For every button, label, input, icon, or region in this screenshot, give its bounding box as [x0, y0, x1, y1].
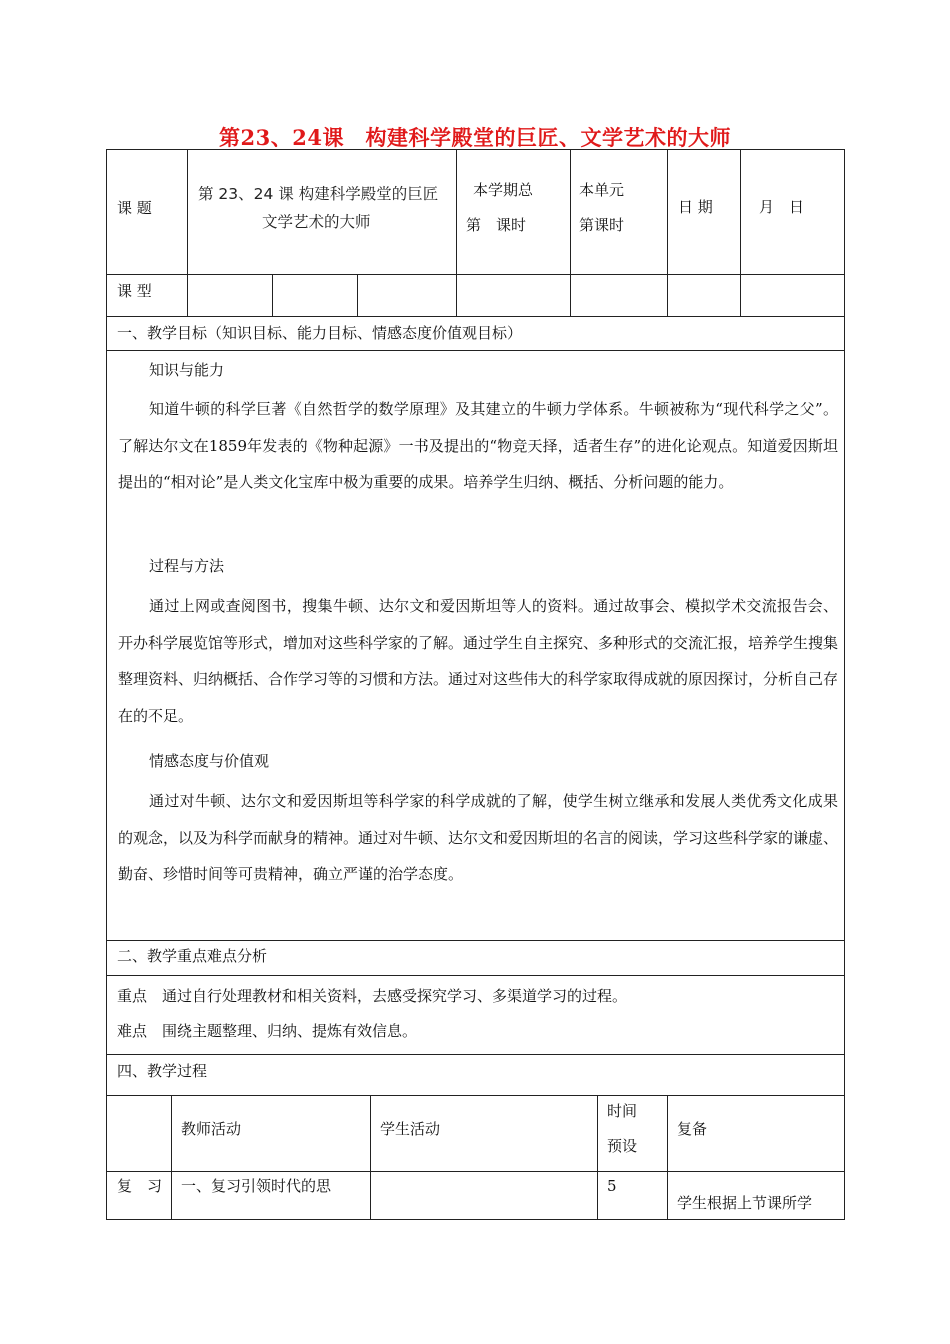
col-teacher-activity: 教师活动	[181, 1120, 242, 1138]
section1-para-emotion: 通过对牛顿、达尔文和爱因斯坦等科学家的科学成就的了解，使学生树立继承和发展人类优秀文化成果的观念，以及为科学而献身的精神。通过对牛顿、达尔文和爱因斯坦的名言的阅读，学习这些科学家的谦虚、勤奋、珍惜时间等可贵精神，确立严谨的治学态度。	[118, 792, 839, 883]
section2-heading: 二、教学重点难点分析	[117, 947, 268, 965]
row-teacher-activity: 一、复习引领时代的思	[181, 1177, 332, 1195]
section1-para-process: 通过上网或查阅图书，搜集牛顿、达尔文和爱因斯坦等人的资料。通过故事会、模拟学术交流报告会、开办科学展览馆等形式，增加对这些科学家的了解。通过学生自主探究、多种形式的交流汇报，培养学生搜集整理资料、归纳概括、合作学习等的习惯和方法。通过对这些伟大的科学家取得成就的原因探讨，分析自己存在的不足。	[118, 597, 839, 725]
col-time-label: 时间	[607, 1102, 638, 1120]
section1-sub-emotion: 情感态度与价值观	[149, 752, 270, 770]
document-title: 第23、24课 构建科学殿堂的巨匠、文学艺术的大师	[219, 125, 731, 150]
date-value: 月 日	[759, 198, 805, 216]
col-time-preset: 预设	[607, 1137, 638, 1155]
section1-sub-process: 过程与方法	[149, 557, 225, 575]
col-student-activity: 学生活动	[380, 1120, 441, 1138]
key-point: 重点 通过自行处理教材和相关资料，去感受探究学习、多渠道学习的过程。	[117, 987, 628, 1005]
term-total-hours: 第 课时	[466, 216, 527, 234]
term-total-label: 本学期总	[473, 181, 534, 199]
section1-para-knowledge: 知道牛顿的科学巨著《自然哲学的数学原理》及其建立的牛顿力学体系。牛顿被称为“现代科学之父”。了解达尔文在1859年发表的《物种起源》一书及提出的“物竞天择，适者生存”的进化论观点。知道爱因斯坦提出的“相对论”是人类文化宝库中极为重要的成果。培养学生归纳、概括、分析问题的能力。	[118, 400, 838, 491]
difficulty-point: 难点 围绕主题整理、归纳、提炼有效信息。	[117, 1022, 418, 1040]
type-label: 课 型	[117, 282, 152, 300]
topic-image-line2: 文学艺术的大师	[262, 213, 371, 231]
unit-hours: 第课时	[579, 216, 625, 234]
topic-image-line1: 第 23、24 课 构建科学殿堂的巨匠	[198, 185, 439, 203]
topic-label: 课 题	[117, 199, 152, 217]
section1-heading: 一、教学目标（知识目标、能力目标、情感态度价值观目标）	[117, 324, 523, 342]
unit-label: 本单元	[579, 181, 625, 199]
section1-sub-knowledge: 知识与能力	[149, 361, 225, 379]
date-label: 日 期	[678, 198, 713, 216]
row-time: 5	[607, 1177, 617, 1195]
row-stage-review: 复 习	[117, 1177, 163, 1195]
section4-heading: 四、教学过程	[117, 1062, 208, 1080]
col-prep: 复备	[677, 1120, 708, 1138]
row-prep: 学生根据上节课所学	[677, 1194, 813, 1212]
